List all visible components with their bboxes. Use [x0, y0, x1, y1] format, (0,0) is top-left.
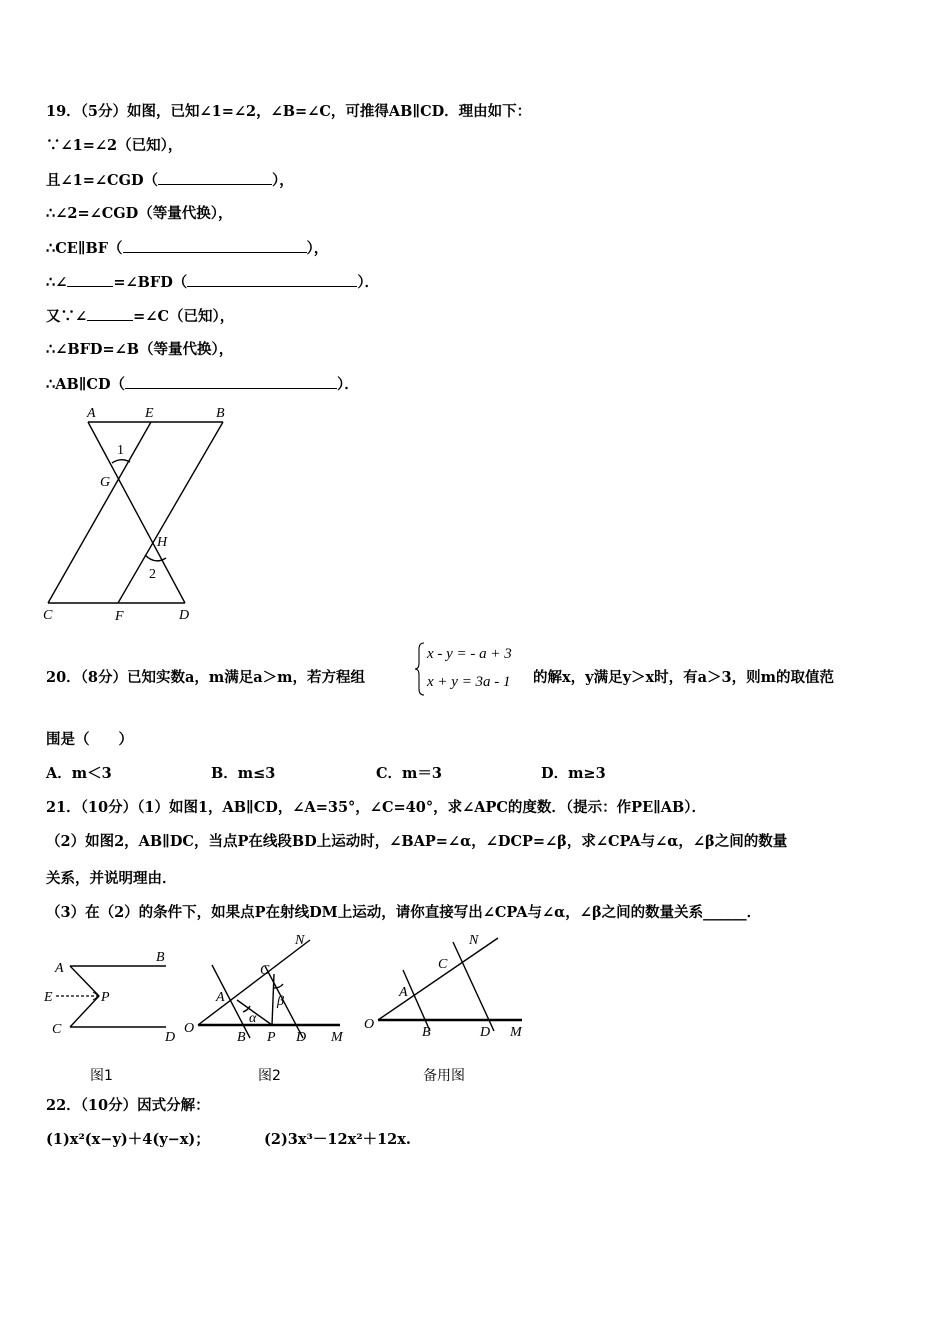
- label-C: C: [438, 957, 448, 972]
- label-D: D: [179, 608, 190, 623]
- q20-option-d[interactable]: D．m≥3: [541, 765, 606, 782]
- label-G: G: [100, 475, 111, 490]
- q19-step-5-pre: ∴∠: [46, 274, 68, 291]
- q20-text-before: 20．（8分）已知实数a，m满足a＞m，若方程组: [46, 669, 365, 686]
- q19-step-4-post: ），: [306, 240, 329, 257]
- q19-blank-6[interactable]: [125, 374, 337, 389]
- label-C: C: [260, 963, 270, 978]
- label-B: B: [422, 1025, 431, 1040]
- q19-step-6-post: =∠C（已知），: [133, 308, 235, 325]
- label-M: M: [510, 1025, 522, 1040]
- q20-text-after: 的解x，y满足y＞x时，有a＞3，则m的取值范: [533, 669, 834, 686]
- label-P: P: [267, 1030, 276, 1045]
- figure-2-caption: 图2: [258, 1068, 281, 1084]
- line-AP: [70, 966, 99, 996]
- q19-step-5-post: ）．: [357, 274, 380, 291]
- q21-figure-2: [180, 928, 360, 1090]
- q21-line-3: 关系，并说明理由．: [46, 870, 177, 887]
- line-CD: [265, 966, 303, 1038]
- label-C: C: [52, 1022, 62, 1037]
- ray-ON: [378, 938, 498, 1020]
- label-B: B: [156, 950, 165, 965]
- line-PC: [70, 996, 99, 1027]
- equation-brace: [414, 641, 426, 697]
- q19-step-2: [46, 170, 294, 191]
- label-N: N: [469, 933, 479, 948]
- label-1: 1: [117, 443, 124, 458]
- label-O: O: [364, 1017, 375, 1032]
- label-M: M: [331, 1030, 343, 1045]
- q19-blank-4[interactable]: [187, 272, 357, 287]
- q19-blank-1[interactable]: [158, 170, 272, 185]
- segment-CP: [272, 974, 274, 1025]
- q22-header: 22．（10分）因式分解：: [46, 1097, 210, 1114]
- q19-step-8-post: ）．: [337, 376, 359, 393]
- q21-figure-1: [40, 940, 190, 1090]
- q19-step-1: [46, 136, 182, 156]
- label-B: B: [237, 1030, 246, 1045]
- label-C: C: [43, 608, 53, 623]
- label-D: D: [480, 1025, 491, 1040]
- q19-step-8: [46, 374, 359, 395]
- label-F: F: [115, 609, 124, 624]
- label-A: A: [216, 990, 225, 1005]
- q19-step-5: [46, 272, 379, 293]
- label-D: D: [296, 1030, 307, 1045]
- label-A: A: [87, 406, 96, 421]
- q19-step-7-text: ∴∠BFD=∠B（等量代换），: [46, 341, 234, 358]
- q19-step-3: [46, 204, 233, 224]
- q21-figure-backup: [360, 928, 540, 1090]
- label-E: E: [44, 990, 53, 1005]
- q19-step-7: [46, 340, 233, 360]
- q19-step-6-pre: 又∵∠: [46, 308, 88, 325]
- label-2: 2: [149, 567, 156, 582]
- q20-continuation: 围是（ ）: [46, 731, 133, 748]
- q20-option-c[interactable]: C．m＝3: [376, 765, 442, 782]
- figure-1-caption: 图1: [90, 1068, 113, 1084]
- label-P: P: [101, 990, 110, 1005]
- q19-step-2-post: ），: [272, 172, 294, 189]
- label-D: D: [165, 1030, 176, 1045]
- line-CE: [48, 422, 151, 603]
- q20-equation-2: x + y = 3a - 1: [427, 674, 511, 690]
- q19-blank-3[interactable]: [67, 272, 113, 287]
- label-A: A: [399, 985, 408, 1000]
- q20-equation-1: x - y = - a + 3: [427, 646, 512, 662]
- q22-part-1: (1)x²(x−y)＋4(y−x)；: [46, 1131, 210, 1148]
- q19-figure: [40, 400, 240, 625]
- q22-part-2: (2)3x³－12x²＋12x.: [264, 1131, 411, 1148]
- label-H: H: [157, 535, 168, 550]
- label-N: N: [295, 933, 305, 948]
- label-beta: β: [277, 994, 284, 1009]
- q19-header: 19．（5分）如图，已知∠1=∠2，∠B=∠C，可推得AB∥CD．理由如下：: [46, 103, 532, 120]
- figure-backup-caption: 备用图: [423, 1068, 465, 1084]
- q19-step-8-pre: ∴AB∥CD（: [46, 376, 126, 393]
- label-E: E: [145, 406, 154, 421]
- q21-line-4: （3）在（2）的条件下，如果点P在射线DM上运动，请你直接写出∠CPA与∠α，∠β之间的数量关系______．: [46, 904, 762, 921]
- q19-blank-2[interactable]: [123, 238, 307, 253]
- q20-option-a[interactable]: A．m＜3: [46, 765, 112, 782]
- q19-step-2-pre: 且∠1=∠CGD（: [46, 172, 159, 189]
- angle-2-arc: [145, 555, 166, 561]
- q19-step-4-pre: ∴CE∥BF（: [46, 240, 123, 257]
- q19-step-1-text: ∵∠1=∠2（已知），: [46, 137, 183, 154]
- q21-line-1: 21．（10分）（1）如图1，AB∥CD，∠A=35°，∠C=40°，求∠APC的度数．（提示：作PE∥AB）．: [46, 799, 707, 816]
- q21-line-2: （2）如图2，AB∥DC，当点P在线段BD上运动时，∠BAP=∠α，∠DCP=∠β，求∠CPA与∠α，∠β之间的数量: [46, 833, 788, 850]
- q19-blank-5[interactable]: [87, 306, 133, 321]
- q19-step-3-text: ∴∠2=∠CGD（等量代换），: [46, 205, 233, 222]
- label-A: A: [55, 961, 64, 976]
- label-alpha: α: [249, 1011, 257, 1026]
- label-O: O: [184, 1021, 195, 1036]
- q20-option-b[interactable]: B．m≤3: [211, 765, 276, 782]
- label-B: B: [216, 406, 225, 421]
- q19-step-5-mid: =∠BFD（: [113, 274, 188, 291]
- q19-step-6: [46, 306, 234, 327]
- q19-step-4: [46, 238, 328, 259]
